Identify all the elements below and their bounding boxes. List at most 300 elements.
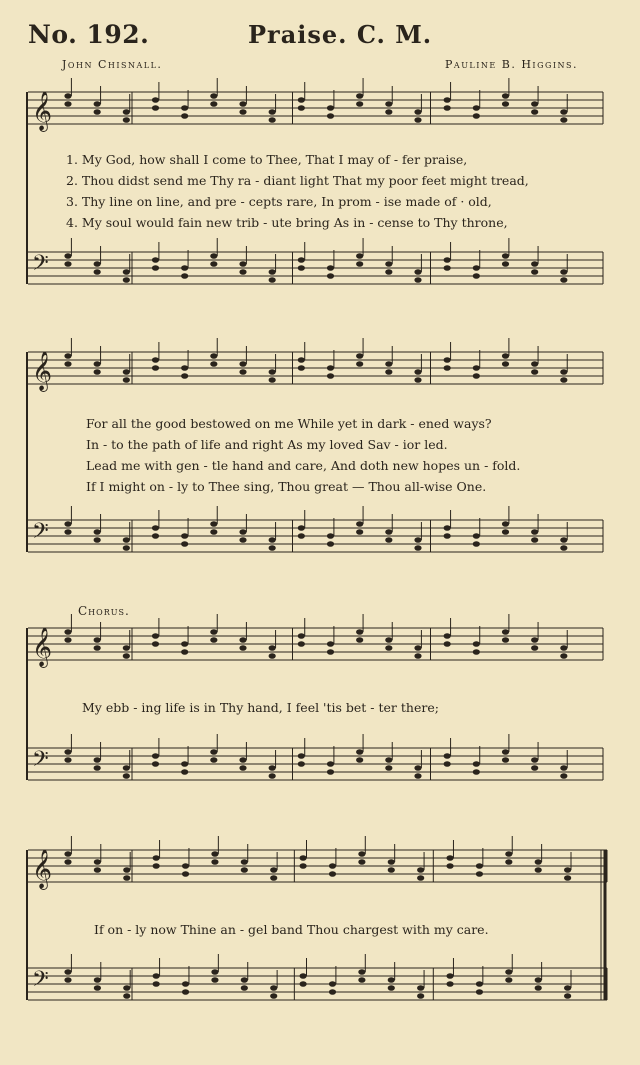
system-1-treble-note <box>444 105 451 111</box>
system-4-bass-note <box>476 981 483 987</box>
system-4-bass-note <box>241 985 248 991</box>
system-4-bass-note <box>123 993 130 999</box>
system-3-treble-note <box>64 629 71 635</box>
system-2-treble-note <box>327 373 334 379</box>
system-4-treble-note <box>388 859 395 865</box>
system-2-bass-note <box>94 537 101 543</box>
verse-2-line-1: 2. Thou didst send me Thy ra - diant light That my poor feet might tread, <box>66 173 529 188</box>
system-4-bass-note <box>388 977 395 983</box>
system-1-treble-note <box>385 109 392 115</box>
system-1-bass-note <box>239 261 246 267</box>
system-1-bass-note <box>327 265 334 271</box>
system-2-treble-note <box>64 353 71 359</box>
system-3-bass-note <box>298 761 305 767</box>
system-3-bass-note <box>531 757 538 763</box>
system-1-treble-note <box>269 109 276 115</box>
system-2-treble-note <box>181 373 188 379</box>
system-1-bass-note <box>298 265 305 271</box>
system-1-bass-note <box>444 257 451 263</box>
system-1-treble-note <box>385 101 392 107</box>
system-2-bass-note <box>210 521 217 527</box>
system-1-bass-note <box>385 269 392 275</box>
system-1-bass-note <box>269 269 276 275</box>
system-1-treble-note <box>298 105 305 111</box>
system-2-bass-note <box>473 533 480 539</box>
system-1-treble-note <box>560 117 567 123</box>
system-4-treble-note <box>505 859 512 865</box>
system-4-bass-note <box>564 985 571 991</box>
system-3-bass-note <box>269 773 276 779</box>
verse-4-line-2: If I might on - ly to Thee sing, Thou great — Thou all-wise One. <box>86 479 487 494</box>
system-3-treble-note <box>414 645 421 651</box>
system-1-bass-note <box>123 277 130 283</box>
system-4-treble-note <box>211 851 218 857</box>
system-3-treble-note <box>385 645 392 651</box>
system-1-bass-note <box>152 257 159 263</box>
system-4-treble-note <box>564 867 571 873</box>
system-2-treble-note <box>327 365 334 371</box>
system-1-bass-note <box>327 273 334 279</box>
system-1-bass-note <box>414 277 421 283</box>
system-3-bass-note <box>181 769 188 775</box>
system-4-treble-note <box>300 855 307 861</box>
system-1-bass-note <box>356 253 363 259</box>
system-1-bass-note <box>64 253 71 259</box>
system-3-bass-clef-icon: 𝄢 <box>32 747 49 777</box>
system-1-treble-note <box>152 97 159 103</box>
system-3-bass-note <box>414 765 421 771</box>
system-3-bass-note <box>94 757 101 763</box>
system-2-treble-note <box>414 377 421 383</box>
verse-1-line-1: 1. My God, how shall I come to Thee, That I may of - fer praise, <box>66 152 468 167</box>
system-2-bass-note <box>123 537 130 543</box>
system-2-bass-note <box>385 529 392 535</box>
system-4-treble-note <box>505 851 512 857</box>
system-1-treble-note <box>298 97 305 103</box>
system-2-treble-note <box>356 353 363 359</box>
system-4-treble-note <box>476 863 483 869</box>
system-4-treble-clef-icon: 𝄞 <box>32 849 53 889</box>
system-4-bass-note <box>94 985 101 991</box>
system-4-treble-note <box>564 875 571 881</box>
system-1-bass-note <box>502 253 509 259</box>
system-4-treble-note <box>270 875 277 881</box>
system-1-treble-note <box>502 93 509 99</box>
system-3-bass-note <box>473 761 480 767</box>
verse-3-line-1: 3. Thy line on line, and pre - cepts rare, In prom - ise made of · old, <box>66 194 492 209</box>
system-2-bass-note <box>298 533 305 539</box>
system-3-treble-note <box>152 641 159 647</box>
system-2-bass-note <box>560 537 567 543</box>
system-3-bass-note <box>502 757 509 763</box>
system-2-bass-note <box>502 529 509 535</box>
system-1-treble-note <box>64 93 71 99</box>
system-2-treble-note <box>123 377 130 383</box>
hymn-title: Praise. C. M. <box>248 20 433 49</box>
verse-1-line-2: For all the good bestowed on me While yet in dark - ened ways? <box>86 416 492 431</box>
system-3-treble-note <box>473 641 480 647</box>
system-4-treble-note <box>270 867 277 873</box>
system-2-treble-note <box>239 369 246 375</box>
system-2-bass-clef-icon: 𝄢 <box>32 519 49 549</box>
system-1-bass-note <box>181 265 188 271</box>
hymn-number: No. 192. <box>28 20 150 49</box>
system-3-treble-note <box>385 637 392 643</box>
system-1-treble-note <box>473 105 480 111</box>
system-3-treble-note <box>64 637 71 643</box>
system-3-bass-note <box>473 769 480 775</box>
system-1-treble-clef-icon: 𝄞 <box>32 91 53 131</box>
system-2-bass-note <box>356 529 363 535</box>
system-4-bass-note <box>300 973 307 979</box>
system-3-bass-note <box>356 749 363 755</box>
system-1-treble-note <box>123 109 130 115</box>
system-2-bass-note <box>181 533 188 539</box>
chorus-line-2: If on - ly now Thine an - gel band Thou chargest with my care. <box>94 922 489 937</box>
system-3-treble-note <box>356 629 363 635</box>
system-1-treble-note <box>356 101 363 107</box>
system-1-bass-note <box>531 269 538 275</box>
system-3-bass-note <box>210 749 217 755</box>
system-3-treble-note <box>210 637 217 643</box>
system-2-treble-note <box>473 373 480 379</box>
system-4-treble-note <box>300 863 307 869</box>
system-4-treble-note <box>182 863 189 869</box>
system-2-bass-note <box>502 521 509 527</box>
system-3-treble-note <box>298 641 305 647</box>
system-1-treble-note <box>123 117 130 123</box>
system-4-bass-note <box>329 989 336 995</box>
system-3-treble-note <box>327 641 334 647</box>
verse-3-line-2: Lead me with gen - tle hand and care, And doth new hopes un - fold. <box>86 458 521 473</box>
system-2-treble-note <box>152 357 159 363</box>
system-1-bass-note <box>64 261 71 267</box>
system-4-bass-note <box>270 985 277 991</box>
system-4-bass-note <box>182 981 189 987</box>
system-3-bass-note <box>414 773 421 779</box>
system-2-treble-note <box>94 369 101 375</box>
system-4-treble-note <box>417 875 424 881</box>
system-3-treble-note <box>269 653 276 659</box>
system-3-treble-note <box>473 649 480 655</box>
system-1-treble-note <box>239 109 246 115</box>
system-2-treble-note <box>502 361 509 367</box>
system-2-treble-note <box>210 353 217 359</box>
system-2-treble-note <box>473 365 480 371</box>
system-2-treble-note <box>152 365 159 371</box>
system-4-treble-note <box>388 867 395 873</box>
system-1-bass-note <box>473 265 480 271</box>
system-3-bass-note <box>64 749 71 755</box>
system-4-treble-note <box>94 859 101 865</box>
system-3-bass-note <box>123 773 130 779</box>
system-1-treble-note <box>210 93 217 99</box>
system-3-bass-note <box>444 761 451 767</box>
system-3-treble-note <box>239 637 246 643</box>
system-4-treble-note <box>329 871 336 877</box>
system-3-treble-note <box>181 641 188 647</box>
system-4-bass-note <box>564 993 571 999</box>
system-4-bass-note <box>505 969 512 975</box>
system-3-treble-note <box>444 641 451 647</box>
system-2-bass-note <box>269 537 276 543</box>
system-2-bass-note <box>269 545 276 551</box>
system-1-bass-note <box>560 269 567 275</box>
system-4-bass-note <box>505 977 512 983</box>
system-3-treble-note <box>356 637 363 643</box>
system-4-bass-note <box>417 985 424 991</box>
system-3-treble-note <box>123 645 130 651</box>
system-4-treble-note <box>64 859 71 865</box>
system-4-treble-note <box>358 851 365 857</box>
system-2-treble-note <box>94 361 101 367</box>
system-2-bass-note <box>444 533 451 539</box>
system-4-treble-note <box>417 867 424 873</box>
system-3-treble-note <box>94 645 101 651</box>
system-2-bass-note <box>531 529 538 535</box>
system-4-bass-note <box>211 969 218 975</box>
system-2-bass-note <box>385 537 392 543</box>
system-4-bass-note <box>476 989 483 995</box>
system-4-bass-note <box>446 973 453 979</box>
system-3-bass-note <box>531 765 538 771</box>
system-3-bass-note <box>444 753 451 759</box>
system-2-treble-note <box>64 361 71 367</box>
system-2-treble-note <box>560 377 567 383</box>
system-1-bass-clef-icon: 𝄢 <box>32 251 49 281</box>
system-1-bass-note <box>560 277 567 283</box>
system-2-bass-note <box>239 537 246 543</box>
system-2-treble-note <box>531 369 538 375</box>
system-1-treble-note <box>94 101 101 107</box>
system-4-treble-note <box>476 871 483 877</box>
system-3-treble-note <box>123 653 130 659</box>
system-2-bass-note <box>356 521 363 527</box>
system-4-bass-note <box>64 977 71 983</box>
system-2-bass-note <box>531 537 538 543</box>
system-3-treble-note <box>181 649 188 655</box>
system-4-bass-note <box>153 981 160 987</box>
system-4-bass-note <box>417 993 424 999</box>
system-3-bass-note <box>327 761 334 767</box>
system-4-treble-note <box>358 859 365 865</box>
system-1-treble-note <box>239 101 246 107</box>
system-4-bass-note <box>300 981 307 987</box>
system-3-bass-note <box>94 765 101 771</box>
system-1-bass-note <box>94 269 101 275</box>
system-1-bass-note <box>210 253 217 259</box>
system-1-bass-note <box>298 257 305 263</box>
system-1-treble-note <box>64 101 71 107</box>
system-1-treble-note <box>181 105 188 111</box>
system-2-treble-clef-icon: 𝄞 <box>32 351 53 391</box>
system-2-treble-note <box>414 369 421 375</box>
system-2-bass-note <box>239 529 246 535</box>
system-1-treble-note <box>210 101 217 107</box>
chorus-label: Chorus. <box>78 604 130 618</box>
system-1-bass-note <box>473 273 480 279</box>
system-3-bass-note <box>385 757 392 763</box>
system-3-bass-note <box>269 765 276 771</box>
system-2-treble-note <box>181 365 188 371</box>
system-4-treble-note <box>535 867 542 873</box>
system-1-bass-note <box>414 269 421 275</box>
system-4-treble-note <box>153 855 160 861</box>
composer-credit: John Chisnall. <box>62 58 163 71</box>
system-1-bass-note <box>239 269 246 275</box>
system-1-bass-note <box>123 269 130 275</box>
system-2-treble-note <box>298 365 305 371</box>
system-4-treble-note <box>446 863 453 869</box>
system-3-bass-note <box>239 765 246 771</box>
system-3-treble-note <box>560 645 567 651</box>
system-2-bass-note <box>298 525 305 531</box>
system-4-treble-note <box>535 859 542 865</box>
system-3-treble-note <box>94 637 101 643</box>
system-4-treble-note <box>153 863 160 869</box>
system-4-bass-note <box>358 969 365 975</box>
system-1-treble-note <box>531 101 538 107</box>
system-1-bass-note <box>385 261 392 267</box>
system-1-bass-note <box>94 261 101 267</box>
system-4-bass-note <box>94 977 101 983</box>
system-2-bass-note <box>181 541 188 547</box>
system-4-treble-note <box>446 855 453 861</box>
system-2-treble-note <box>298 357 305 363</box>
system-2-bass-note <box>327 533 334 539</box>
system-4-treble-note <box>123 867 130 873</box>
system-4-treble-note <box>64 851 71 857</box>
system-3-bass-note <box>123 765 130 771</box>
system-1-bass-note <box>181 273 188 279</box>
system-4-treble-note <box>241 867 248 873</box>
system-1-treble-note <box>356 93 363 99</box>
system-2-bass-note <box>414 545 421 551</box>
system-1-bass-note <box>531 261 538 267</box>
system-3-bass-note <box>560 773 567 779</box>
system-4-treble-note <box>211 859 218 865</box>
system-2-bass-note <box>560 545 567 551</box>
system-3-treble-clef-icon: 𝄞 <box>32 627 53 667</box>
system-3-treble-note <box>560 653 567 659</box>
system-4-bass-note <box>329 981 336 987</box>
system-2-treble-note <box>239 361 246 367</box>
system-3-treble-note <box>531 645 538 651</box>
system-3-bass-note <box>152 753 159 759</box>
system-1-bass-note <box>269 277 276 283</box>
verse-2-line-2: In - to the path of life and right As my loved Sav - ior led. <box>86 437 448 452</box>
system-1-bass-note <box>444 265 451 271</box>
system-3-bass-note <box>181 761 188 767</box>
system-3-treble-note <box>531 637 538 643</box>
system-2-treble-note <box>269 369 276 375</box>
system-4-treble-note <box>94 867 101 873</box>
chorus-line-1: My ebb - ing life is in Thy hand, I feel 'tis bet - ter there; <box>82 700 439 715</box>
system-3-bass-note <box>152 761 159 767</box>
system-1-treble-note <box>560 109 567 115</box>
system-1-bass-note <box>356 261 363 267</box>
system-3-treble-note <box>327 649 334 655</box>
system-2-treble-note <box>385 361 392 367</box>
system-3-treble-note <box>269 645 276 651</box>
system-2-bass-note <box>444 525 451 531</box>
system-4-bass-note <box>535 977 542 983</box>
system-4-bass-note <box>270 993 277 999</box>
system-4-bass-note <box>64 969 71 975</box>
verse-4-line-1: 4. My soul would fain new trib - ute bring As in - cense to Thy throne, <box>66 215 508 230</box>
system-3-bass-note <box>210 757 217 763</box>
author-credit: Pauline B. Higgins. <box>445 58 578 71</box>
system-3-bass-note <box>64 757 71 763</box>
system-2-treble-note <box>269 377 276 383</box>
system-3-treble-note <box>502 637 509 643</box>
system-2-bass-note <box>64 529 71 535</box>
system-2-treble-note <box>210 361 217 367</box>
system-1-treble-note <box>444 97 451 103</box>
system-4-treble-note <box>329 863 336 869</box>
system-3-bass-note <box>298 753 305 759</box>
system-2-bass-note <box>152 525 159 531</box>
system-3-bass-note <box>502 749 509 755</box>
system-2-bass-note <box>210 529 217 535</box>
system-3-bass-note <box>560 765 567 771</box>
system-2-bass-note <box>473 541 480 547</box>
system-1-treble-note <box>531 109 538 115</box>
system-1-bass-note <box>210 261 217 267</box>
system-1-treble-note <box>414 109 421 115</box>
system-4-bass-clef-icon: 𝄢 <box>32 967 49 997</box>
system-4-bass-note <box>182 989 189 995</box>
system-1-treble-note <box>327 105 334 111</box>
system-4-treble-note <box>182 871 189 877</box>
system-4-bass-note <box>446 981 453 987</box>
system-4-treble-note <box>241 859 248 865</box>
system-1-treble-note <box>181 113 188 119</box>
system-2-treble-note <box>123 369 130 375</box>
system-2-treble-note <box>560 369 567 375</box>
system-3-treble-note <box>414 653 421 659</box>
system-1-bass-note <box>502 261 509 267</box>
system-2-treble-note <box>385 369 392 375</box>
system-3-treble-note <box>239 645 246 651</box>
system-4-bass-note <box>535 985 542 991</box>
system-3-treble-note <box>210 629 217 635</box>
system-3-treble-note <box>152 633 159 639</box>
system-2-treble-note <box>444 365 451 371</box>
system-2-bass-note <box>327 541 334 547</box>
system-1-treble-note <box>473 113 480 119</box>
system-2-bass-note <box>64 521 71 527</box>
system-1-bass-note <box>152 265 159 271</box>
system-4-bass-note <box>358 977 365 983</box>
system-1-treble-note <box>327 113 334 119</box>
system-4-bass-note <box>211 977 218 983</box>
system-3-bass-note <box>239 757 246 763</box>
system-1-treble-note <box>269 117 276 123</box>
system-2-treble-note <box>444 357 451 363</box>
system-2-treble-note <box>502 353 509 359</box>
system-2-bass-note <box>414 537 421 543</box>
system-3-treble-note <box>502 629 509 635</box>
system-2-bass-note <box>94 529 101 535</box>
system-4-bass-note <box>241 977 248 983</box>
system-2-bass-note <box>152 533 159 539</box>
system-4-bass-note <box>153 973 160 979</box>
system-4-bass-note <box>388 985 395 991</box>
system-3-treble-note <box>298 633 305 639</box>
system-2-bass-note <box>123 545 130 551</box>
system-3-bass-note <box>385 765 392 771</box>
